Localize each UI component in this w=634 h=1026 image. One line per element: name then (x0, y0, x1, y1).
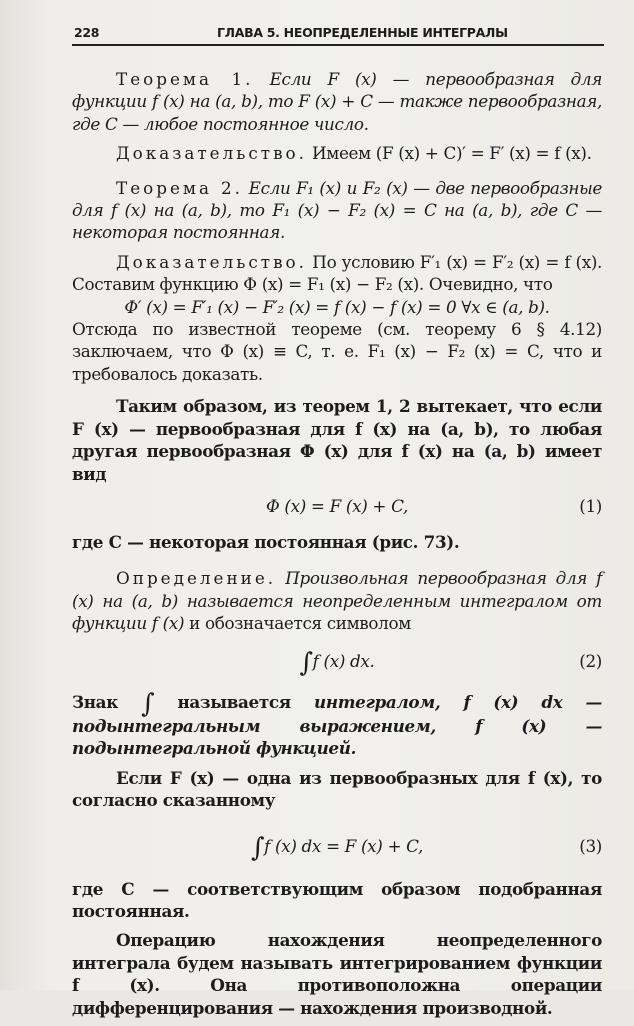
formula-2-expression: f (x) dx. (312, 650, 375, 671)
sign-paragraph: Знак ∫ называется интегралом, f (x) dx — подынтегральным выражением, f (x) — подынтегральной функцией. (72, 688, 602, 759)
formula-1-expression: Φ (x) = F (x) + C, (266, 495, 408, 516)
formula-3-number: (3) (579, 835, 602, 856)
integral-sign: ∫ (299, 647, 313, 678)
definition: Определение. Произвольная первообразная для f (x) на (a, b) называется неопределенным интегралом от функции f (x) и обозначается символом (72, 568, 603, 634)
formula-3-expression: f (x) dx = F (x) + C, (264, 835, 424, 856)
proof-2-conclusion: Отсюда по известной теореме (см. теорему 6 § 4.12) заключаем, что Φ (x) ≡ C, т. е. F₁ (x) − F₂ (x) = C, что и требовалось доказать. (72, 319, 602, 384)
page-number: 228 (74, 25, 100, 40)
formula-3: ∫f (x) dx = F (x) + C, (3) (250, 832, 602, 863)
integration-paragraph: Операцию нахождения неопределенного интеграла будем называть интегрированием функции f (x). Она противоположна операции дифференцирования — нахождения производной. (72, 930, 602, 1018)
formula-1 (72, 491, 602, 521)
formula-2-number: (2) (579, 650, 602, 671)
formula-1-number: (1) (579, 495, 602, 516)
proof-2-formula: Φ′ (x) = F′₁ (x) − F′₂ (x) = f (x) − f (x) = 0 ∀x ∈ (a, b). (124, 296, 550, 317)
chapter-title: ГЛАВА 5. НЕОПРЕДЕЛЕННЫЕ ИНТЕГРАЛЫ (217, 25, 508, 40)
formula-1-note: где C — некоторая постоянная (рис. 73). (72, 531, 460, 552)
running-header (72, 22, 604, 46)
theorem-2: Теорема 2. Если F₁ (x) и F₂ (x) — две первообразные для f (x) на (a, b), то F₁ (x) − F₂ (x) = C на (a, b), где C — некоторая постоянная. (72, 177, 602, 243)
proof-1: Доказательство. Имеем (F (x) + C)′ = F′ (x) = f (x). (116, 143, 592, 164)
formula-2 (72, 641, 602, 681)
page-body (72, 68, 602, 1026)
formula-3-note: где C — соответствующим образом подобранная постоянная. (72, 878, 602, 921)
summary-paragraph: Таким образом, из теорем 1, 2 вытекает, что если F (x) — первообразная для f (x) на (a, b), то любая другая первообразная Φ (x) для f (x) на (a, b) имеет вид (72, 396, 602, 484)
antiderivative-paragraph: Если F (x) — одна из первообразных для f (x), то согласно сказанному (72, 767, 602, 811)
theorem-1: Теорема 1. Если F (x) — первообразная для функции f (x) на (a, b), то F (x) + C — также первообразная, где C — любое постоянное число. (72, 69, 602, 134)
proof-2: Доказательство. По условию F′₁ (x) = F′₂ (x) = f (x). Составим функцию Φ (x) = F₁ (x) − F₂ (x). Очевидно, что (72, 251, 602, 295)
